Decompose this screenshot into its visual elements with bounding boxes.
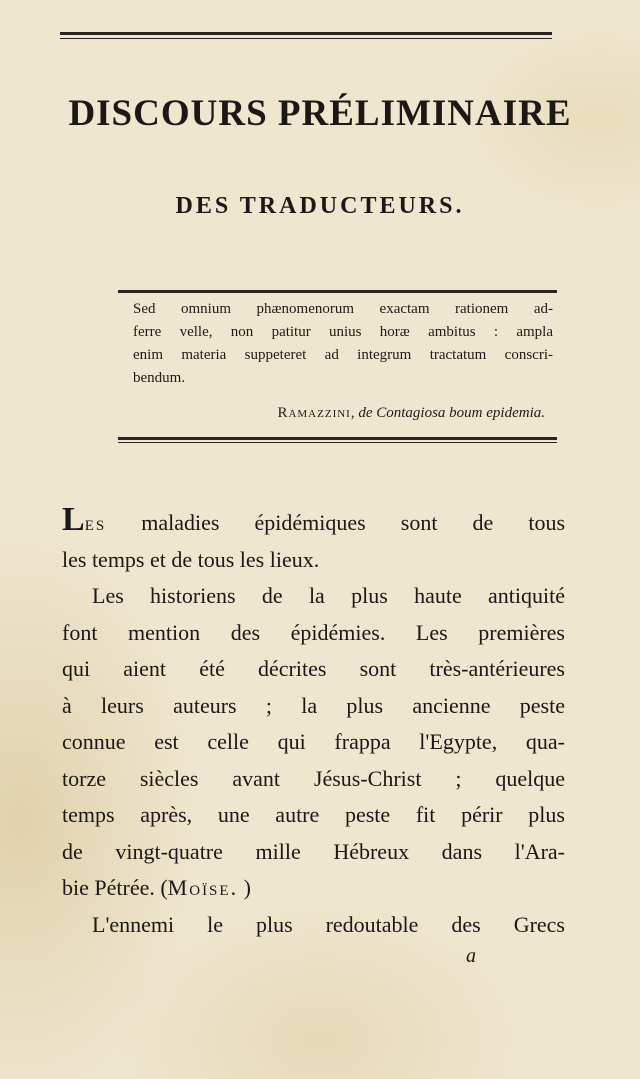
body-line: Les historiens de la plus haute antiquité: [92, 583, 565, 608]
body-line: L'ennemi le plus redoutable des Grecs: [92, 911, 565, 937]
epigraph-line: bendum.: [133, 370, 186, 386]
body-line: font mention des épidémies. Les premières: [62, 619, 565, 645]
body-line: connue est celle qui frappa l'Egypte, qua-: [62, 729, 565, 754]
epigraph-rule-top: [118, 290, 557, 293]
epigraph-line: Sed omnium phænomenorum exactam rationem ad-: [133, 301, 553, 317]
body-line: les temps et de tous les lieux.: [62, 546, 320, 572]
signature-mark: a: [466, 945, 476, 967]
body-text: [62, 505, 565, 943]
opening-small-caps: es: [84, 510, 107, 535]
body-line: temps après, une autre peste fit périr plus: [62, 802, 565, 827]
body-line: qui aient été décrites sont très-antérieures: [62, 656, 565, 681]
citation-small-caps: Moïse.: [167, 875, 239, 900]
attribution-work: de Contagiosa boum epidemia.: [358, 405, 545, 421]
body-line: à leurs auteurs ; la plus ancienne peste: [62, 692, 565, 718]
page-title: DISCOURS PRÉLIMINAIRE: [68, 93, 572, 134]
epigraph-attribution: Ramazzini, de Contagiosa boum epidemia.: [277, 405, 545, 421]
body-line: Les maladies épidémiques sont de tous: [62, 505, 565, 542]
body-line: torze siècles avant Jésus-Christ ; quelque: [62, 765, 565, 791]
epigraph-line: ferre velle, non patitur unius horæ ambitus : ampla: [133, 324, 553, 340]
epigraph: [133, 298, 553, 390]
epigraph-rule-bottom-thick: [118, 437, 557, 440]
body-line: de vingt-quatre mille Hébreux dans l'Ara-: [62, 838, 565, 864]
header-rule-thin: [60, 38, 552, 39]
epigraph-rule-bottom-thin: [118, 442, 557, 443]
header-rule-thick: [60, 32, 552, 35]
page-subtitle: DES TRADUCTEURS.: [175, 193, 465, 219]
drop-cap: L: [62, 505, 85, 538]
epigraph-line: enim materia suppeteret ad integrum tractatum conscri-: [133, 347, 553, 363]
attribution-author: Ramazzini: [277, 405, 351, 421]
body-line: bie Pétrée. (Moïse. ): [62, 875, 251, 900]
